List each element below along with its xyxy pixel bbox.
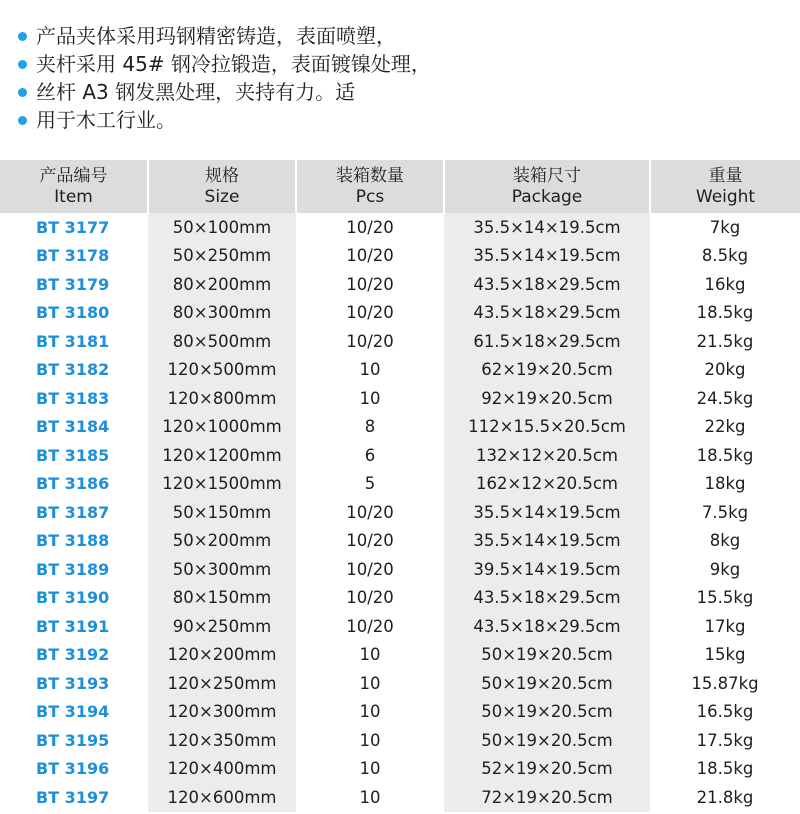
item-code-cell: BT 3187 (36, 502, 110, 522)
size-cell: 120×1500mm (148, 470, 296, 499)
size-cell: 80×500mm (148, 327, 296, 356)
header-package (444, 160, 650, 213)
pcs-cell: 10/20 (346, 217, 394, 237)
header-package-en: Package (511, 186, 583, 207)
spec-table-header (0, 160, 800, 213)
package-cell: 35.5×14×19.5cm (444, 498, 650, 527)
package-cell: 92×19×20.5cm (444, 384, 650, 413)
header-size-zh: 规格 (205, 165, 239, 186)
header-weight (650, 160, 800, 213)
feature-list (18, 22, 798, 134)
table-row (0, 498, 800, 527)
package-cell: 72×19×20.5cm (444, 783, 650, 812)
spec-table (0, 160, 800, 812)
weight-cell: 18.5kg (696, 445, 754, 465)
package-cell: 43.5×18×29.5cm (444, 612, 650, 641)
weight-cell: 9kg (709, 559, 741, 579)
pcs-cell: 10 (359, 360, 381, 380)
pcs-cell: 10 (359, 388, 381, 408)
size-cell: 80×150mm (148, 584, 296, 613)
table-row (0, 270, 800, 299)
item-code-cell: BT 3193 (36, 673, 110, 693)
weight-cell: 18.5kg (696, 759, 754, 779)
size-cell: 120×250mm (148, 669, 296, 698)
table-row (0, 299, 800, 328)
pcs-cell: 10/20 (346, 502, 394, 522)
table-row (0, 555, 800, 584)
size-cell: 120×800mm (148, 384, 296, 413)
feature-text: 用于木工行业。 (36, 108, 176, 132)
size-cell: 120×300mm (148, 698, 296, 727)
item-code-cell: BT 3197 (36, 787, 110, 807)
pcs-cell: 10/20 (346, 616, 394, 636)
table-row (0, 413, 800, 442)
item-code-cell: BT 3182 (36, 360, 110, 380)
weight-cell: 8.5kg (701, 246, 749, 266)
pcs-cell: 10/20 (346, 274, 394, 294)
item-code-cell: BT 3177 (36, 217, 110, 237)
size-cell: 90×250mm (148, 612, 296, 641)
feature-item (18, 78, 798, 106)
table-row (0, 755, 800, 784)
package-cell: 35.5×14×19.5cm (444, 527, 650, 556)
size-cell: 120×400mm (148, 755, 296, 784)
weight-cell: 7.5kg (701, 502, 749, 522)
table-row (0, 356, 800, 385)
item-code-cell: BT 3180 (36, 303, 110, 323)
header-size-en: Size (204, 186, 240, 207)
pcs-cell: 10 (359, 673, 381, 693)
item-code-cell: BT 3191 (36, 616, 110, 636)
weight-cell: 21.5kg (696, 331, 754, 351)
feature-item (18, 50, 798, 78)
feature-text: 丝杆 A3 钢发黑处理，夹持有力。适 (36, 80, 356, 104)
header-item (0, 160, 148, 213)
item-code-cell: BT 3181 (36, 331, 110, 351)
pcs-cell: 10 (359, 730, 381, 750)
package-cell: 132×12×20.5cm (444, 441, 650, 470)
package-cell: 162×12×20.5cm (444, 470, 650, 499)
bullet-dot-icon (18, 88, 27, 97)
package-cell: 50×19×20.5cm (444, 641, 650, 670)
item-code-cell: BT 3194 (36, 702, 110, 722)
table-row (0, 698, 800, 727)
item-code-cell: BT 3189 (36, 559, 110, 579)
pcs-cell: 10/20 (346, 531, 394, 551)
feature-text: 夹杆采用 45# 钢冷拉锻造，表面镀镍处理， (36, 52, 431, 76)
item-code-cell: BT 3188 (36, 531, 110, 551)
size-cell: 120×600mm (148, 783, 296, 812)
weight-cell: 21.8kg (696, 787, 754, 807)
pcs-cell: 10 (359, 702, 381, 722)
package-cell: 43.5×18×29.5cm (444, 584, 650, 613)
package-cell: 50×19×20.5cm (444, 726, 650, 755)
weight-cell: 15kg (704, 645, 746, 665)
pcs-cell: 10 (359, 645, 381, 665)
table-row (0, 584, 800, 613)
size-cell: 80×300mm (148, 299, 296, 328)
table-row (0, 641, 800, 670)
spec-table-body (0, 213, 800, 812)
size-cell: 80×200mm (148, 270, 296, 299)
table-row (0, 242, 800, 271)
package-cell: 52×19×20.5cm (444, 755, 650, 784)
package-cell: 43.5×18×29.5cm (444, 270, 650, 299)
header-item-zh: 产品编号 (39, 165, 108, 186)
weight-cell: 15.87kg (691, 673, 759, 693)
package-cell: 62×19×20.5cm (444, 356, 650, 385)
weight-cell: 16kg (704, 274, 746, 294)
size-cell: 50×300mm (148, 555, 296, 584)
pcs-cell: 10/20 (346, 331, 394, 351)
table-row (0, 527, 800, 556)
weight-cell: 17.5kg (696, 730, 754, 750)
header-pcs-zh: 装箱数量 (336, 165, 404, 186)
pcs-cell: 10/20 (346, 559, 394, 579)
pcs-cell: 6 (364, 445, 376, 465)
size-cell: 120×1000mm (148, 413, 296, 442)
item-code-cell: BT 3179 (36, 274, 110, 294)
header-pcs (296, 160, 444, 213)
table-row (0, 669, 800, 698)
pcs-cell: 10/20 (346, 588, 394, 608)
bullet-dot-icon (18, 60, 27, 69)
package-cell: 112×15.5×20.5cm (444, 413, 650, 442)
package-cell: 61.5×18×29.5cm (444, 327, 650, 356)
package-cell: 50×19×20.5cm (444, 669, 650, 698)
table-row (0, 441, 800, 470)
table-row (0, 213, 800, 242)
feature-item (18, 22, 798, 50)
table-row (0, 783, 800, 812)
weight-cell: 7kg (709, 217, 741, 237)
weight-cell: 24.5kg (696, 388, 754, 408)
size-cell: 50×100mm (148, 213, 296, 242)
weight-cell: 17kg (704, 616, 746, 636)
item-code-cell: BT 3178 (36, 246, 110, 266)
weight-cell: 18kg (704, 474, 746, 494)
bullet-dot-icon (18, 32, 27, 41)
feature-item (18, 106, 798, 134)
bullet-dot-icon (18, 116, 27, 125)
table-row (0, 327, 800, 356)
header-row (0, 160, 800, 213)
size-cell: 120×200mm (148, 641, 296, 670)
pcs-cell: 5 (364, 474, 376, 494)
header-size (148, 160, 296, 213)
weight-cell: 18.5kg (696, 303, 754, 323)
weight-cell: 22kg (704, 417, 746, 437)
item-code-cell: BT 3184 (36, 417, 110, 437)
size-cell: 120×350mm (148, 726, 296, 755)
item-code-cell: BT 3196 (36, 759, 110, 779)
header-weight-en: Weight (695, 186, 756, 207)
package-cell: 35.5×14×19.5cm (444, 242, 650, 271)
item-code-cell: BT 3183 (36, 388, 110, 408)
package-cell: 50×19×20.5cm (444, 698, 650, 727)
item-code-cell: BT 3186 (36, 474, 110, 494)
size-cell: 120×500mm (148, 356, 296, 385)
header-item-en: Item (54, 186, 93, 207)
size-cell: 50×250mm (148, 242, 296, 271)
item-code-cell: BT 3190 (36, 588, 110, 608)
feature-text: 产品夹体采用玛钢精密铸造，表面喷塑， (36, 24, 396, 48)
table-row (0, 612, 800, 641)
item-code-cell: BT 3195 (36, 730, 110, 750)
item-code-cell: BT 3192 (36, 645, 110, 665)
package-cell: 43.5×18×29.5cm (444, 299, 650, 328)
table-row (0, 384, 800, 413)
size-cell: 50×150mm (148, 498, 296, 527)
pcs-cell: 8 (364, 417, 376, 437)
weight-cell: 8kg (709, 531, 741, 551)
item-code-cell: BT 3185 (36, 445, 110, 465)
pcs-cell: 10 (359, 787, 381, 807)
table-row (0, 470, 800, 499)
pcs-cell: 10/20 (346, 246, 394, 266)
header-weight-zh: 重量 (708, 165, 743, 186)
pcs-cell: 10 (359, 759, 381, 779)
header-pcs-en: Pcs (355, 186, 385, 207)
weight-cell: 16.5kg (696, 702, 754, 722)
package-cell: 39.5×14×19.5cm (444, 555, 650, 584)
weight-cell: 15.5kg (696, 588, 754, 608)
size-cell: 120×1200mm (148, 441, 296, 470)
header-package-zh: 装箱尺寸 (513, 165, 581, 186)
pcs-cell: 10/20 (346, 303, 394, 323)
weight-cell: 20kg (704, 360, 746, 380)
size-cell: 50×200mm (148, 527, 296, 556)
package-cell: 35.5×14×19.5cm (444, 213, 650, 242)
table-row (0, 726, 800, 755)
